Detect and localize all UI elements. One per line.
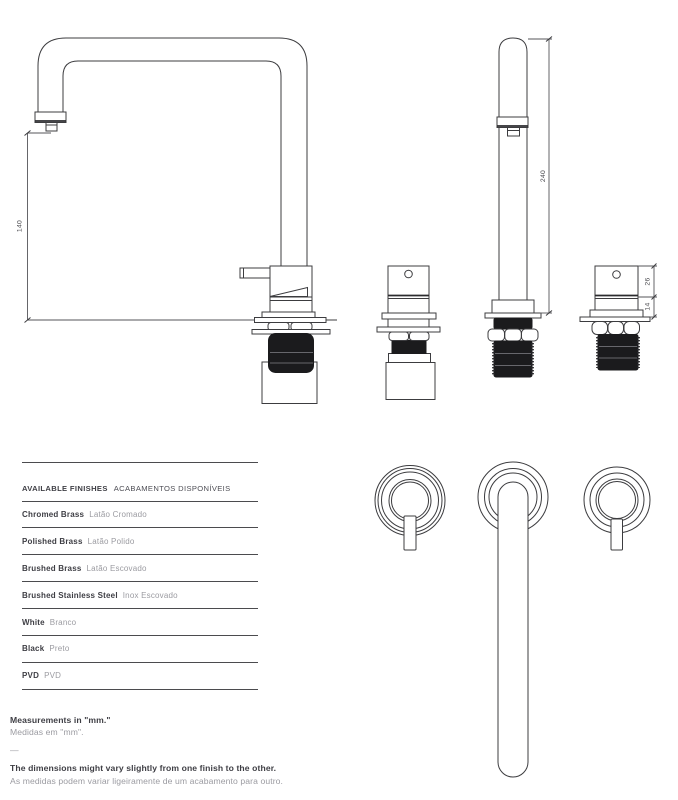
finish-row-pvd: PVD PVD	[22, 663, 258, 690]
threaded-tail-front	[494, 341, 532, 377]
note-measurements-en: Measurements in "mm."	[10, 715, 111, 725]
finishes-header	[22, 463, 258, 502]
finish-row-chromed-brass: Chromed Brass Latão Cromado	[22, 502, 258, 529]
finish-row-polished-brass: Polished Brass Latão Polido	[22, 528, 258, 555]
note-variance-pt: As medidas podem variar ligeiramente de um acabamento para outro.	[10, 775, 284, 786]
finish-row-black: Black Preto	[22, 636, 258, 663]
available-finishes-table	[22, 462, 258, 690]
threaded-tail	[269, 334, 314, 373]
note-separator: —	[10, 744, 19, 755]
dimension-140-label: 140	[16, 219, 24, 233]
valve-side-view	[580, 264, 657, 371]
spout-tube-top	[498, 482, 528, 777]
aerator	[46, 123, 57, 132]
finish-row-white: White Branco	[22, 609, 258, 636]
top-view-spout	[478, 462, 548, 777]
dimension-240	[528, 37, 552, 316]
dimension-26-label: 26	[644, 277, 652, 286]
finish-row-brushed-brass: Brushed Brass Latão Escovado	[22, 555, 258, 582]
footer-notes	[10, 714, 350, 787]
dimension-240-label: 240	[540, 169, 547, 183]
finishes-header-pt: ACABAMENTOS DISPONÍVEIS	[113, 483, 231, 493]
spout-tube-outline	[38, 38, 307, 266]
valve-front-view	[377, 266, 440, 400]
valve-threaded-tail	[598, 335, 638, 371]
spout-front-view	[485, 37, 552, 378]
finishes-header-en: AVAILABLE FINISHES	[22, 483, 108, 493]
valve-lever-top	[611, 519, 623, 550]
dimension-14-label: 14	[644, 302, 652, 311]
valve-side-screw	[613, 271, 621, 279]
finish-row-brushed-stainless-steel: Brushed Stainless Steel Inox Escovado	[22, 582, 258, 609]
top-view-right-valve	[584, 467, 650, 550]
valve-lever-top	[404, 516, 416, 550]
lever-handle	[240, 268, 270, 278]
aerator-front	[508, 128, 520, 137]
note-variance-en: The dimensions might vary slightly from one finish to the other.	[10, 763, 277, 774]
top-view-left-valve	[375, 466, 445, 551]
faucet-side-view	[17, 38, 338, 404]
note-measurements-pt: Medidas em "mm".	[10, 727, 84, 738]
valve-screw	[405, 270, 413, 278]
spout-front-tube	[499, 38, 527, 300]
dimension-140	[17, 131, 255, 323]
